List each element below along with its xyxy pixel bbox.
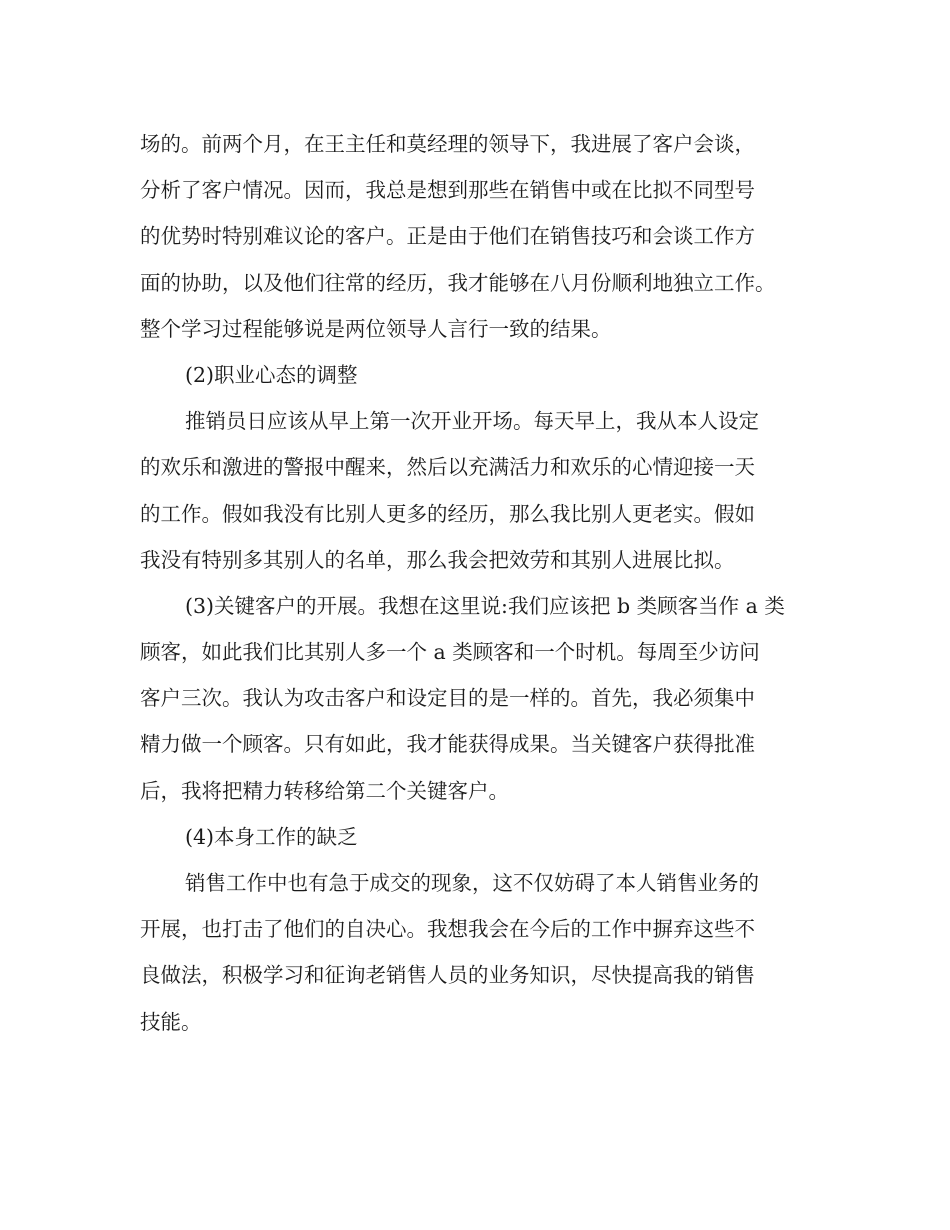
text-line: (4)本身工作的缺乏 <box>185 824 358 849</box>
document-body <box>140 121 815 1045</box>
text-line: 的优势时特别难议论的客户。正是由于他们在销售技巧和会谈工作方 <box>140 224 755 249</box>
text-line: 技能。 <box>140 1009 202 1034</box>
text-line: 我没有特别多其别人的名单，那么我会把效劳和其别人进展比拟。 <box>140 547 735 572</box>
text-line: 良做法，积极学习和征询老销售人员的业务知识，尽快提高我的销售 <box>140 963 755 988</box>
text-line: (3)关键客户的开展。我想在这里说:我们应该把 b 类顾客当作 a 类 <box>185 593 785 618</box>
text-line: 推销员日应该从早上第一次开业开场。每天早上，我从本人设定 <box>185 409 759 434</box>
text-line: 精力做一个顾客。只有如此，我才能获得成果。当关键客户获得批准 <box>140 732 755 757</box>
text-line: 后，我将把精力转移给第二个关键客户。 <box>140 778 509 803</box>
text-line: 场的。前两个月，在王主任和莫经理的领导下，我进展了客户会谈， <box>140 132 755 156</box>
text-line: 销售工作中也有急于成交的现象，这不仅妨碍了本人销售业务的 <box>185 871 759 895</box>
text-line: 分析了客户情况。因而，我总是想到那些在销售中或在比拟不同型号 <box>140 178 755 203</box>
text-line: 的欢乐和激进的警报中醒来，然后以充满活力和欢乐的心情迎接一天 <box>140 455 755 480</box>
text-line: 整个学习过程能够说是两位领导人言行一致的结果。 <box>140 316 612 341</box>
text-line: 客户三次。我认为攻击客户和设定目的是一样的。首先，我必须集中 <box>140 686 755 711</box>
text-line: 的工作。假如我没有比别人更多的经历，那么我比别人更老实。假如 <box>140 501 755 526</box>
text-line: 面的协助，以及他们往常的经历，我才能够在八月份顺利地独立工作。 <box>140 270 776 295</box>
text-line: 顾客，如此我们比其别人多一个 a 类顾客和一个时机。每周至少访问 <box>140 640 760 665</box>
text-line: (2)职业心态的调整 <box>185 362 358 387</box>
text-line: 开展，也打击了他们的自决心。我想我会在今后的工作中摒弃这些不 <box>140 917 755 942</box>
